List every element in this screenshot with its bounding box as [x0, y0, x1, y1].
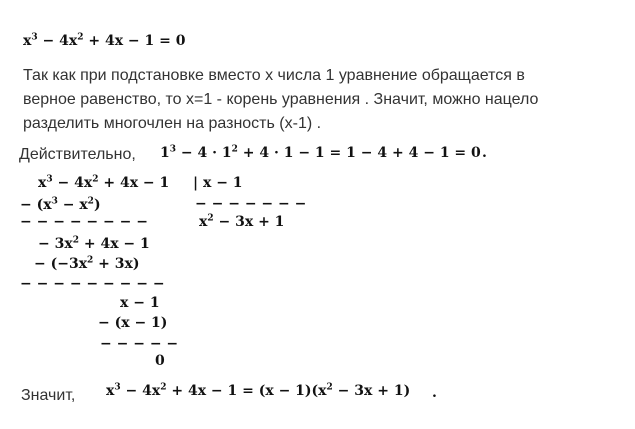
check-term: + 4 · 1 − 1 = 1 − 4 + 4 − 1 = 0: [237, 145, 481, 161]
conclusion-dot: .: [432, 385, 437, 401]
exponent: 3: [51, 196, 58, 207]
check-expression: [160, 145, 481, 161]
division-term: ): [93, 197, 101, 213]
conclusion-expression: [106, 383, 410, 399]
division-divisor: | x − 1: [193, 175, 243, 191]
division-dash-line-2: − − − − − − − − −: [20, 276, 165, 292]
equation-term: + 4x − 1 = 0: [83, 33, 186, 49]
division-remainder-2: x − 1: [120, 295, 160, 311]
exponent: 2: [92, 174, 99, 185]
division-dividend: [38, 175, 169, 191]
conclusion-term: + 4x − 1 = (x − 1)(x: [166, 383, 327, 399]
check-term: 1: [160, 145, 170, 161]
division-dash-line-1: − − − − − − − −: [20, 214, 148, 230]
equation-top: [23, 33, 185, 49]
equation-x: x: [23, 33, 32, 49]
explanation-line-1: Так как при подстановке вместо x числа 1 уравнение обращается в: [23, 67, 525, 84]
exponent: 2: [231, 144, 238, 155]
check-term: − 4 · 1: [176, 145, 232, 161]
exponent: 2: [87, 196, 94, 207]
explanation-line-2: верное равенство, то x=1 - корень уравнения . Значит, можно нацело: [23, 91, 539, 108]
conclusion-term: x: [106, 383, 115, 399]
division-term: + 3x): [93, 256, 140, 272]
division-subtract-3: − (x − 1): [98, 315, 168, 331]
divisor-dash-line: − − − − − − −: [195, 196, 307, 212]
check-dot: .: [482, 145, 487, 161]
conclusion-term: − 4x: [120, 383, 161, 399]
division-term: x: [199, 214, 208, 230]
division-subtract-2: [34, 256, 140, 272]
exponent: 2: [207, 213, 214, 224]
exponent: 3: [114, 382, 121, 393]
division-term: + 4x − 1: [98, 175, 170, 191]
division-dash-line-3: − − − − −: [100, 336, 179, 352]
exponent: 2: [87, 255, 94, 266]
division-remainder-1: [38, 236, 150, 252]
exponent: 3: [169, 144, 177, 155]
exponent: 2: [77, 32, 84, 43]
equation-term: − 4x: [37, 33, 78, 49]
division-term: − (x: [20, 197, 52, 213]
division-term: + 4x − 1: [78, 236, 150, 252]
exponent: 2: [326, 382, 333, 393]
division-term: − (−3x: [34, 256, 88, 272]
division-subtract-1: [20, 197, 101, 213]
exponent: 3: [31, 32, 38, 43]
explanation-line-3: разделить многочлен на разность (x-1) .: [23, 115, 322, 132]
exponent: 2: [160, 382, 167, 393]
conclusion-label: Значит,: [21, 387, 76, 404]
division-result: 0: [155, 353, 165, 369]
exponent: 3: [46, 174, 53, 185]
conclusion-term: − 3x + 1): [332, 383, 411, 399]
division-term: − x: [57, 197, 88, 213]
division-term: − 4x: [52, 175, 93, 191]
division-quotient: [199, 214, 284, 230]
division-term: − 3x: [38, 236, 73, 252]
check-label: Действительно,: [19, 146, 136, 163]
division-term: − 3x + 1: [213, 214, 285, 230]
division-term: x: [38, 175, 47, 191]
exponent: 2: [72, 235, 79, 246]
